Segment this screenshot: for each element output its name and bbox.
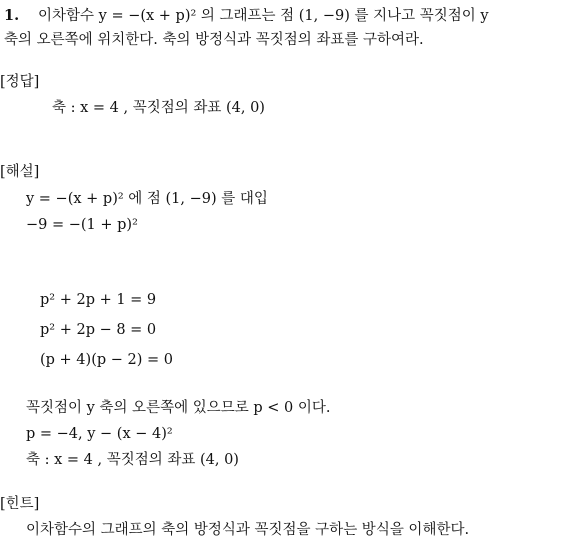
problem-number: 1.	[4, 7, 20, 24]
explanation-line-8: 축 : x = 4 , 꼭짓점의 좌표 (4, 0)	[26, 452, 239, 468]
answer-text: 축 : x = 4 , 꼭짓점의 좌표 (4, 0)	[52, 100, 265, 116]
explanation-line-1: y = −(x + p)² 에 점 (1, −9) 를 대입	[26, 191, 268, 207]
hint-text: 이차함수의 그래프의 축의 방정식과 꼭짓점을 구하는 방식을 이해한다.	[26, 522, 470, 538]
explanation-line-5: (p + 4)(p − 2) = 0	[40, 352, 173, 368]
problem-text-line-2: 축의 오른쪽에 위치한다. 축의 방정식과 꼭짓점의 좌표를 구하여라.	[4, 32, 424, 48]
explanation-line-7: p = −4, y − (x − 4)²	[26, 426, 173, 442]
hint-label: [힌트]	[0, 496, 40, 512]
explanation-line-6: 꼭짓점이 y 축의 오른쪽에 있으므로 p < 0 이다.	[26, 400, 331, 416]
explanation-line-4: p² + 2p − 8 = 0	[40, 322, 157, 338]
answer-label: [정답]	[0, 74, 40, 90]
explanation-line-2: −9 = −(1 + p)²	[26, 217, 138, 233]
explanation-line-3: p² + 2p + 1 = 9	[40, 292, 157, 308]
problem-text-line-1: 이차함수 y = −(x + p)² 의 그래프는 점 (1, −9) 를 지나고 꼭짓점이 y	[38, 8, 489, 24]
explanation-label: [해설]	[0, 164, 40, 180]
